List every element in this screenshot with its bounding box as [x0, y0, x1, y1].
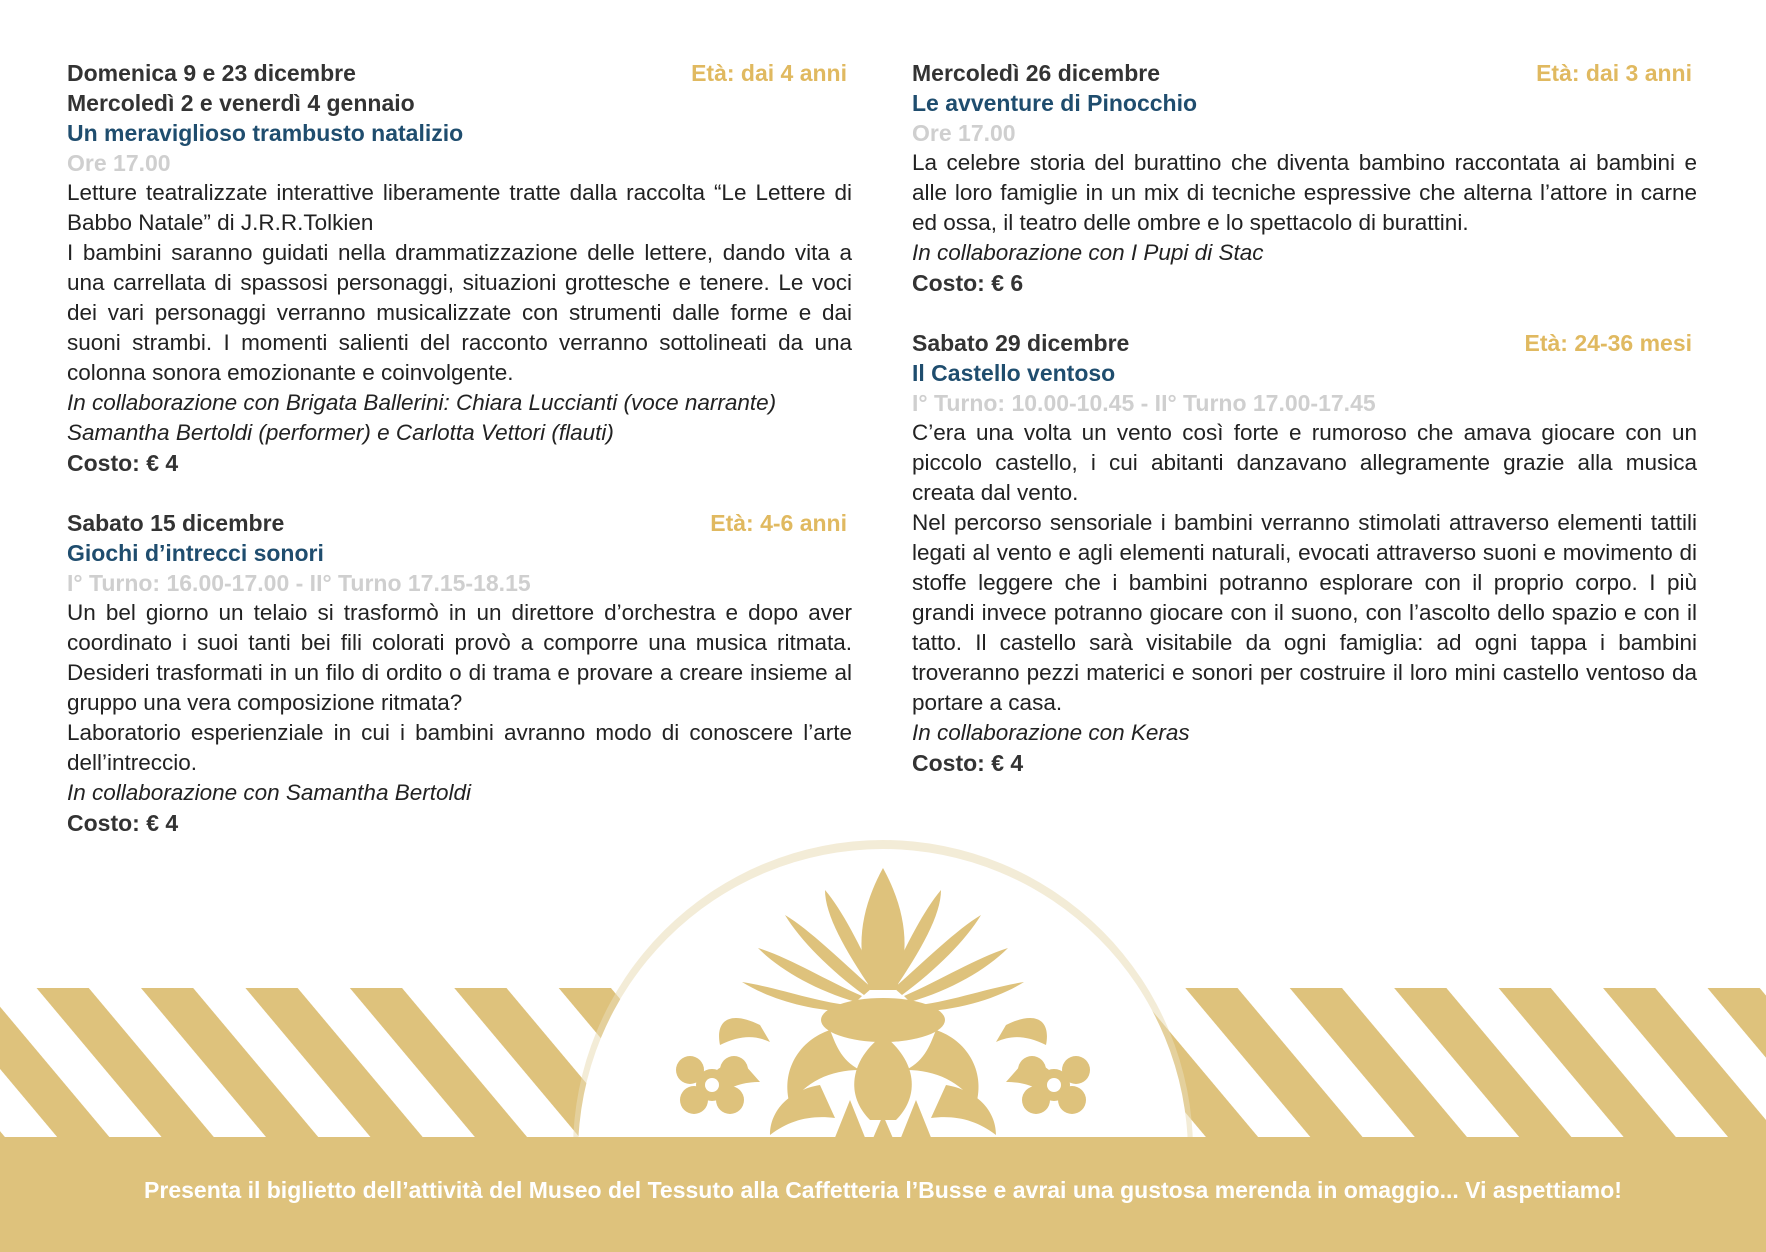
event-age: Età: 24-36 mesi	[1524, 330, 1692, 356]
event-title: Un meraviglioso trambusto natalizio	[67, 120, 464, 146]
event-time: Ore 17.00	[67, 150, 171, 176]
event-date: Sabato 15 dicembre	[67, 510, 285, 536]
event-title: Le avventure di Pinocchio	[912, 90, 1198, 116]
event-description: C’era una volta un vento così forte e rumoroso che amava giocare con un piccolo castello, i cui abitanti danzavano allegramente grazie alla musica creata dal vento.	[912, 420, 1697, 505]
event-collaboration: In collaborazione con Brigata Ballerini: Chiara Luccianti (voce narrante) Samantha Bertoldi (performer) e Carlotta Vettori (flauti)	[67, 390, 777, 445]
event-cost: Costo: € 4	[67, 810, 179, 836]
event-age: Età: dai 4 anni	[691, 60, 847, 86]
event-description: La celebre storia del burattino che diventa bambino raccontata ai bambini e alle loro famiglie in un mix di tecniche espressive che alterna l’attore in carne ed ossa, il teatro delle ombre e lo spettacolo di burattini.	[912, 150, 1697, 235]
event-time: I° Turno: 10.00-10.45 - II° Turno 17.00-17.45	[912, 390, 1376, 416]
event-description: Letture teatralizzate interattive liberamente tratte dalla raccolta “Le Lettere di Babbo Natale” di J.R.R.Tolkien	[67, 180, 852, 235]
event-description-more: Nel percorso sensoriale i bambini verranno stimolati attraverso elementi tattili legati al vento e agli elementi naturali, evocati attraverso suoni e movimento di stoffe leggere che i bambini potranno esplorare con il proprio corpo. I più grandi invece potranno giocare con il suono, con l’ascolto dello spazio e con il tatto. Il castello sarà visitabile da ogni famiglia: ad ogni tappa i bambini troveranno pezzi materici e sonori per costruire il loro mini castello ventoso da portare a casa.	[912, 510, 1697, 715]
event-title: Il Castello ventoso	[912, 360, 1116, 386]
event-collaboration: In collaborazione con Samantha Bertoldi	[67, 780, 472, 805]
event-castello-ventoso	[912, 328, 1697, 778]
event-pinocchio	[912, 58, 1697, 298]
event-description-more: I bambini saranno guidati nella drammatizzazione delle lettere, dando vita a una carrellata di spassosi personaggi, situazioni grottesche e tenere. Le voci dei vari personaggi verranno musicalizzate con strumenti dalle forme e dai suoni strambi. I momenti salienti del racconto verranno sottolineati da una colonna sonora emozionante e coinvolgente.	[67, 240, 852, 385]
event-description: Un bel giorno un telaio si trasformò in un direttore d’orchestra e dopo aver coordinato i suoi tanti bei fili colorati provò a comporre una musica ritmata. Desideri trasformati in un filo di ordito o di trama e provare a creare insieme al gruppo una vera composizione ritmata?	[67, 600, 852, 715]
footer-decoration	[0, 820, 1766, 1150]
event-collaboration: In collaborazione con I Pupi di Stac	[912, 240, 1264, 265]
event-cost: Costo: € 6	[912, 270, 1024, 296]
left-column	[67, 58, 852, 868]
event-date: Mercoledì 26 dicembre	[912, 60, 1160, 86]
event-trambusto-natalizio	[67, 58, 852, 478]
event-date: Sabato 29 dicembre	[912, 330, 1130, 356]
event-date-secondary: Mercoledì 2 e venerdì 4 gennaio	[67, 90, 415, 116]
event-time: I° Turno: 16.00-17.00 - II° Turno 17.15-18.15	[67, 570, 531, 596]
footer-message: Presenta il biglietto dell’attività del Museo del Tessuto alla Caffetteria l’Busse e avrai una gustosa merenda in omaggio... Vi aspettiamo!	[144, 1177, 1622, 1203]
event-cost: Costo: € 4	[912, 750, 1024, 776]
event-description-more: Laboratorio esperienziale in cui i bambini avranno modo di conoscere l’arte dell’intreccio.	[67, 720, 852, 775]
event-collaboration: In collaborazione con Keras	[912, 720, 1190, 745]
event-age: Età: dai 3 anni	[1536, 60, 1692, 86]
event-age: Età: 4-6 anni	[710, 510, 847, 536]
right-column	[912, 58, 1697, 808]
event-title: Giochi d’intrecci sonori	[67, 540, 324, 566]
event-date: Domenica 9 e 23 dicembre	[67, 60, 356, 86]
event-giochi-intrecci	[67, 508, 852, 838]
event-cost: Costo: € 4	[67, 450, 179, 476]
event-time: Ore 17.00	[912, 120, 1016, 146]
